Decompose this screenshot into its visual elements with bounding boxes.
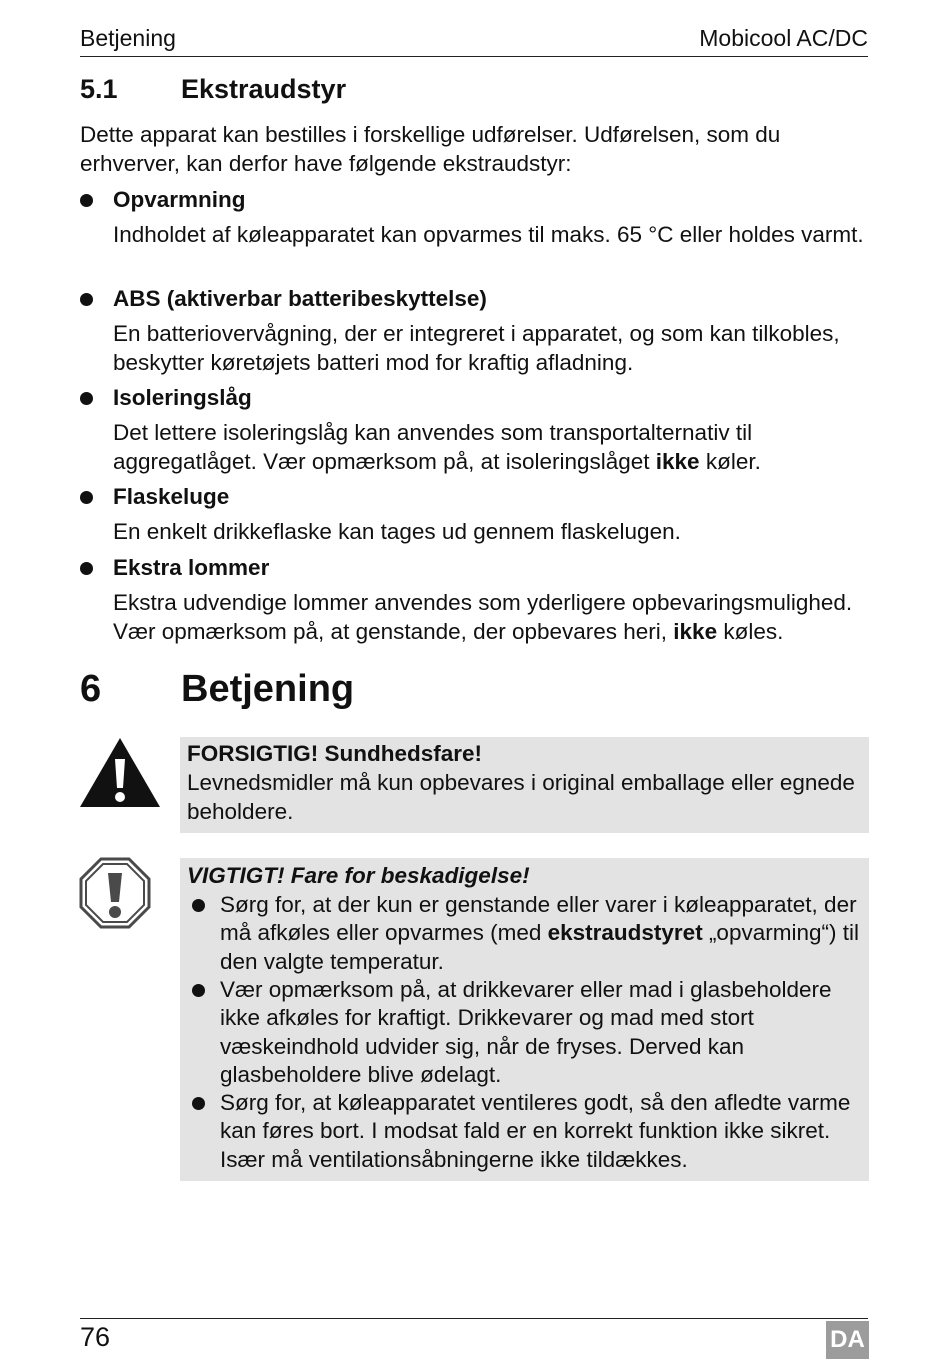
- notice-item: [187, 1089, 862, 1174]
- warning-triangle-icon: [79, 737, 161, 809]
- bullet-dot: [80, 562, 93, 575]
- caution-box: [180, 737, 869, 833]
- bullet-dot: [192, 1097, 205, 1110]
- emphasis: ikke: [655, 448, 700, 474]
- notice-box: [180, 858, 869, 1181]
- text-segment: Det lettere isoleringslåg kan anvendes som transportalternativ til aggregatlåget. Vær opmærksom på, at isoleringslåget: [113, 420, 753, 474]
- caution-heading: FORSIGTIG! Sundhedsfare!: [187, 741, 483, 766]
- list-item-text: En batteriovervågning, der er integreret i apparatet, og som kan tilkobles, beskytter køretøjets batteri mod for kraftig afladning.: [113, 321, 840, 375]
- list-item-text: Indholdet af køleapparatet kan opvarmes til maks. 65 °C eller holdes varmt.: [113, 222, 864, 247]
- bullet-dot: [80, 293, 93, 306]
- bullet-dot: [80, 491, 93, 504]
- text-segment: Sørg for, at der kun er genstande eller varer i køleapparatet, der må afkøles eller opvarmes (med: [220, 892, 857, 946]
- notice-item: [187, 976, 862, 1089]
- text-segment: „opvarming“) til den valgte temperatur.: [220, 920, 859, 974]
- section-intro: Dette apparat kan bestilles i forskellige udførelser. Udførelsen, som du erhverver, kan derfor have følgende ekstraudstyr:: [80, 122, 781, 176]
- notice-item-text: [220, 891, 862, 976]
- chapter-number: 6: [80, 668, 102, 710]
- list-item-title: Flaskeluge: [113, 484, 230, 509]
- section-number: 5.1: [80, 74, 118, 104]
- bullet-dot: [192, 899, 205, 912]
- caution-text: Levnedsmidler må kun opbevares i original emballage eller egnede beholdere.: [187, 770, 855, 824]
- notice-item-text: Sørg for, at køleapparatet ventileres godt, så den afledte varme kan føres bort. I modsat fald er en korrekt funktion ikke sikret. Især må ventilationsåbningerne ikke tildækkes.: [220, 1090, 851, 1172]
- page-header-right: Mobicool AC/DC: [699, 25, 868, 51]
- header-divider: [80, 56, 868, 57]
- bullet-dot: [80, 392, 93, 405]
- page-header-left: Betjening: [80, 25, 176, 51]
- emphasis: ikke: [673, 618, 718, 644]
- list-item-title: Isoleringslåg: [113, 385, 252, 410]
- page-number: 76: [80, 1322, 111, 1352]
- list-item-text: [113, 589, 873, 646]
- notice-heading: VIGTIGT! Fare for beskadigelse!: [187, 863, 530, 888]
- notice-item-text: Vær opmærksom på, at drikkevarer eller mad i glasbeholdere ikke afkøles for kraftigt. Drikkevarer og mad med stort væskeindhold udvider sig, når de fryses. Derved kan glasbeholdere blive ødelagt.: [220, 977, 832, 1087]
- list-item-text: [113, 419, 873, 476]
- list-item-text: En enkelt drikkeflaske kan tages ud gennem flaskelugen.: [113, 519, 681, 544]
- emphasis: ekstraudstyret: [547, 920, 703, 946]
- text-segment: køles.: [717, 618, 784, 644]
- bullet-dot: [192, 984, 205, 997]
- notice-item: [187, 891, 862, 976]
- text-segment: Ekstra udvendige lommer anvendes som yderligere opbevaringsmulighed. Vær opmærksom på, at genstande, der opbevares heri,: [113, 590, 853, 644]
- text-segment: køler.: [699, 448, 761, 474]
- list-item-title: Opvarmning: [113, 187, 246, 212]
- bullet-dot: [80, 194, 93, 207]
- footer-divider: [80, 1318, 868, 1319]
- section-title: Ekstraudstyr: [181, 74, 347, 104]
- list-item-title: ABS (aktiverbar batteribeskyttelse): [113, 286, 487, 311]
- language-badge: DA: [826, 1321, 869, 1359]
- chapter-title: Betjening: [181, 668, 355, 710]
- list-item-title: Ekstra lommer: [113, 555, 270, 580]
- exclamation-octagon-icon: [79, 857, 151, 929]
